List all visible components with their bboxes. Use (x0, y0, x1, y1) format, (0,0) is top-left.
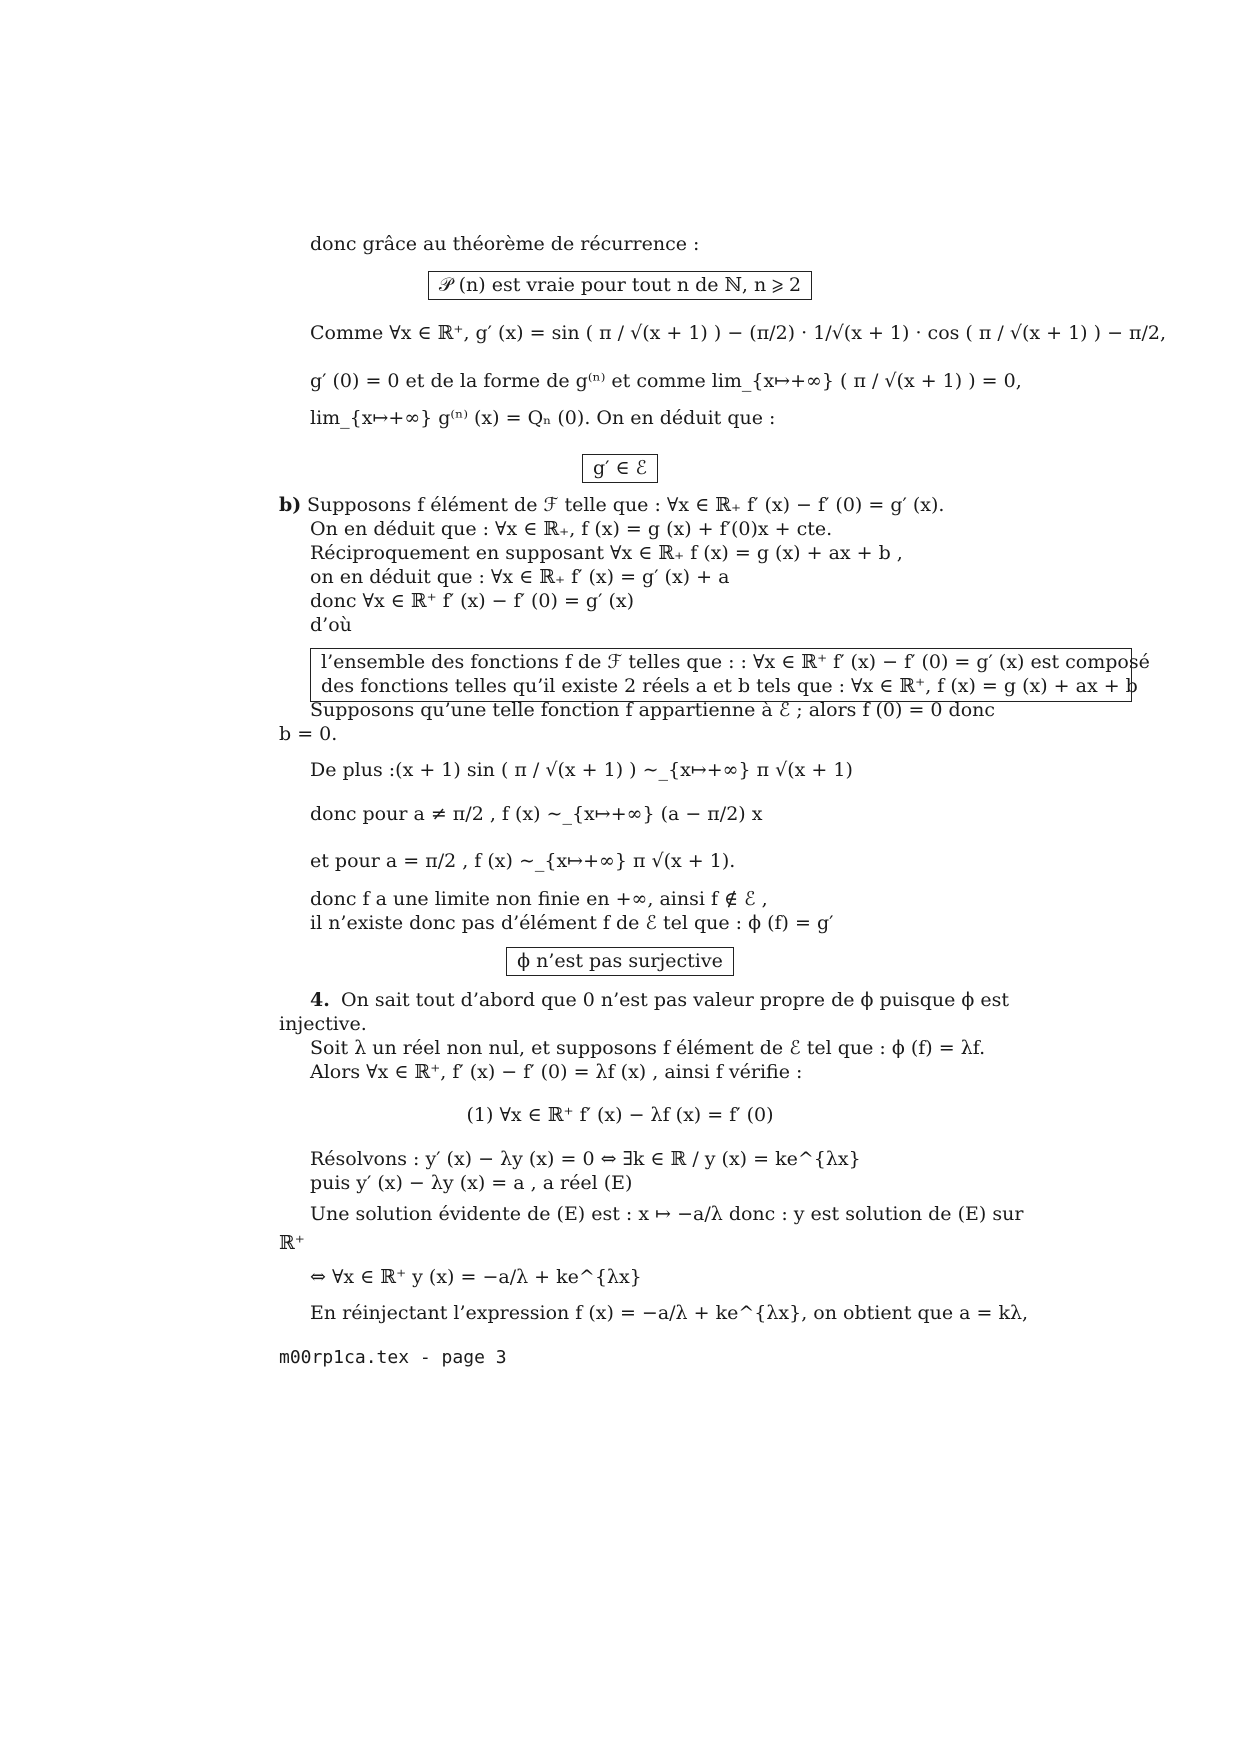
math-line: puis y′ (x) − λy (x) = a , a réel (E) (310, 1172, 633, 1194)
text-line: donc f a une limite non finie en +∞, ainsi f ∉ ℰ , (310, 888, 768, 910)
math-line: on en déduit que : ∀x ∈ ℝ₊ f′ (x) = g′ (x) + a (310, 566, 730, 588)
boxed-result (0, 454, 1240, 483)
boxed-formula: g′ ∈ ℰ (582, 454, 658, 483)
text-line: Supposons qu’une telle fonction f appartienne à ℰ ; alors f (0) = 0 donc (310, 699, 996, 721)
math-line: En réinjectant l’expression f (x) = −a/λ + ke^{λx}, on obtient que a = kλ, (310, 1302, 1029, 1324)
boxed-result (0, 947, 1240, 976)
math-line: donc pour a ≠ π/2 , f (x) ∼_{x↦+∞} (a − π/2) x (310, 803, 763, 825)
item-label: b) (279, 494, 302, 516)
math-line: ⇔ ∀x ∈ ℝ⁺ y (x) = −a/λ + ke^{λx} (310, 1266, 642, 1288)
math-line: et pour a = π/2 , f (x) ∼_{x↦+∞} π √(x + 1). (310, 850, 736, 872)
boxed-line: des fonctions telles qu’il existe 2 réels a et b tels que : ∀x ∈ ℝ⁺, f (x) = g (x) + ax + b (321, 674, 1138, 697)
text-line: donc grâce au théorème de récurrence : (310, 233, 700, 255)
math-line: donc ∀x ∈ ℝ⁺ f′ (x) − f′ (0) = g′ (x) (310, 590, 634, 612)
math-line: On en déduit que : ∀x ∈ ℝ₊, f (x) = g (x) + f′(0)x + cte. (310, 518, 833, 540)
math-line: Alors ∀x ∈ ℝ⁺, f′ (x) − f′ (0) = λf (x) , ainsi f vérifie : (310, 1061, 803, 1083)
math-line: g′ (0) = 0 et de la forme de g⁽ⁿ⁾ et comme lim_{x↦+∞} ( π / √(x + 1) ) = 0, (310, 370, 1022, 392)
boxed-formula: 𝒫 (n) est vraie pour tout n de ℕ, n ⩾ 2 (428, 271, 812, 300)
boxed-result-block (310, 648, 1150, 702)
math-line: Supposons f élément de ℱ telle que : ∀x ∈ ℝ₊ f′ (x) − f′ (0) = g′ (x). (307, 494, 945, 516)
math-line: De plus :(x + 1) sin ( π / √(x + 1) ) ∼_{x↦+∞} π √(x + 1) (310, 759, 853, 781)
equation-display: (1) ∀x ∈ ℝ⁺ f′ (x) − λf (x) = f′ (0) (466, 1104, 774, 1126)
text-line: On sait tout d’abord que 0 n’est pas valeur propre de ϕ puisque ϕ est (341, 989, 1010, 1011)
math-line: Résolvons : y′ (x) − λy (x) = 0 ⇔ ∃k ∈ ℝ / y (x) = ke^{λx} (310, 1148, 861, 1170)
item-label: 4. (310, 989, 330, 1011)
text-line: il n’existe donc pas d’élément f de ℰ tel que : ϕ (f) = g′ (310, 912, 834, 934)
boxed-formula: ϕ n’est pas surjective (506, 947, 734, 976)
boxed-line: l’ensemble des fonctions f de ℱ telles que : : ∀x ∈ ℝ⁺ f′ (x) − f′ (0) = g′ (x) est composé (321, 651, 1150, 673)
boxed-result (0, 271, 1240, 300)
text-line: Soit λ un réel non nul, et supposons f élément de ℰ tel que : ϕ (f) = λf. (310, 1037, 986, 1059)
math-line: lim_{x↦+∞} g⁽ⁿ⁾ (x) = Qₙ (0). On en déduit que : (310, 407, 776, 429)
text-line: injective. (279, 1013, 367, 1035)
math-line: b = 0. (279, 723, 338, 745)
math-line: Une solution évidente de (E) est : x ↦ −a/λ donc : y est solution de (E) sur (310, 1203, 1024, 1225)
page-footer: m00rp1ca.tex - page 3 (279, 1347, 507, 1368)
text-line: d’où (310, 614, 352, 636)
math-line: Comme ∀x ∈ ℝ⁺, g′ (x) = sin ( π / √(x + 1) ) − (π/2) · 1/√(x + 1) · cos ( π / √(x + 1) ) − π/2, (310, 322, 1167, 344)
math-line: ℝ⁺ (279, 1232, 305, 1254)
math-line: Réciproquement en supposant ∀x ∈ ℝ₊ f (x) = g (x) + ax + b , (310, 542, 903, 564)
